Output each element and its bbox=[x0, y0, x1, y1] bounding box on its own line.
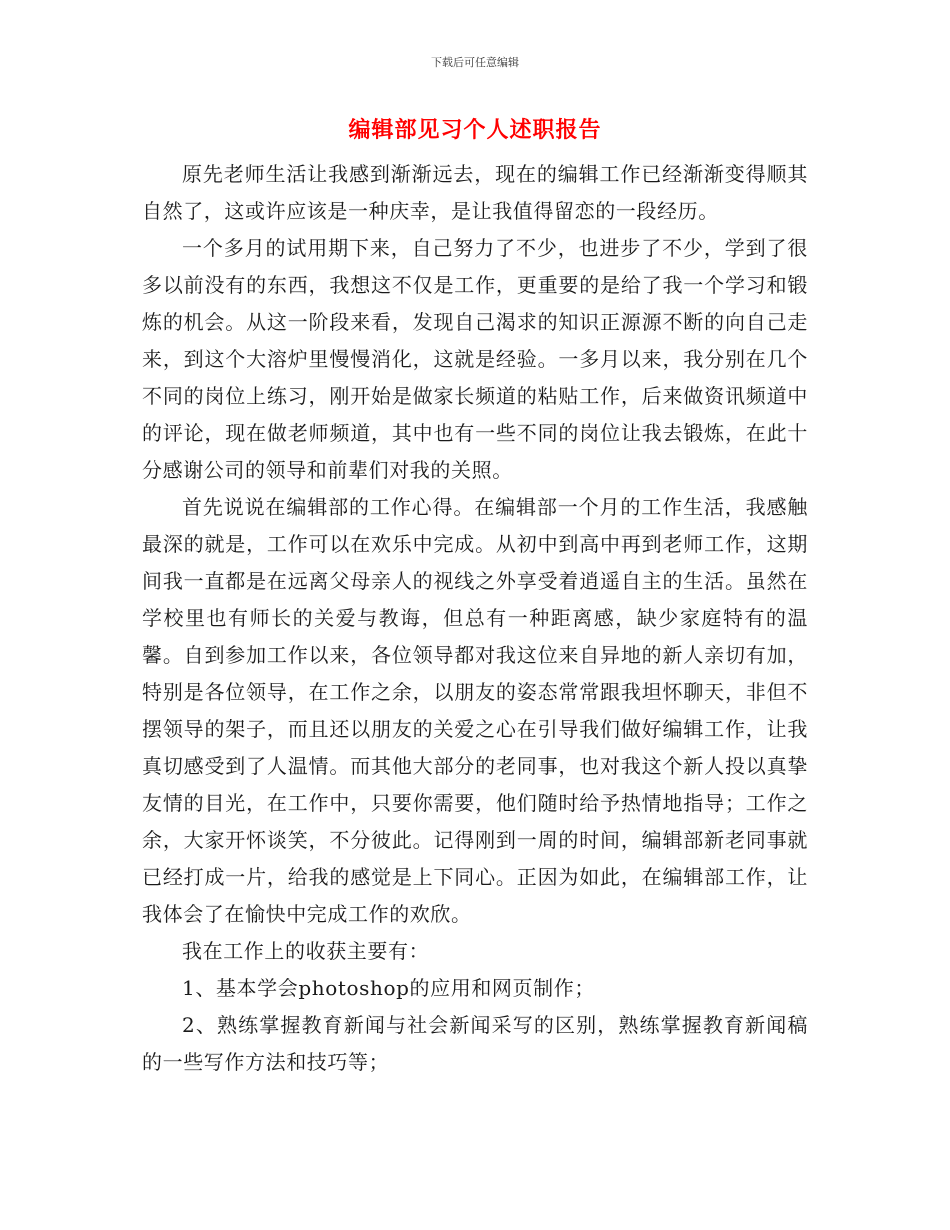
document-title: 编辑部见习个人述职报告 bbox=[348, 117, 602, 143]
paragraph: 我在工作上的收获主要有： bbox=[182, 939, 430, 963]
paragraph: 首先说说在编辑部的工作心得。在编辑部一个月的工作生活，我感触最深的就是，工作可以在欢乐中完成。从初中到高中再到老师工作，这期间我一直都是在远离父母亲人的视线之外享受着逍遥自主的生活。虽然在学校里也有师长的关爱与教诲，但总有一种距离感，缺少家庭特有的温馨。自到参加工作以来，各位领导都对我这位来自异地的新人亲切有加，特别是各位领导，在工作之余，以朋友的姿态常常跟我坦怀聊天，非但不摆领导的架子，而且还以朋友的关爱之心在引导我们做好编辑工作，让我真切感受到了人温情。而其他大部分的老同事，也对我这个新人投以真挚友情的目光，在工作中，只要你需要，他们随时给予热情地指导；工作之余，大家开怀谈笑，不分彼此。记得刚到一周的时间，编辑部新老同事就已经打成一片，给我的感觉是上下同心。正因为如此，在编辑部工作，让我体会了在愉快中完成工作的欢欣。 bbox=[142, 495, 808, 926]
list-item: 1、基本学会photoshop的应用和网页制作； bbox=[182, 976, 595, 1000]
list-item: 2、熟练掌握教育新闻与社会新闻采写的区别，熟练掌握教育新闻稿的一些写作方法和技巧等； bbox=[142, 1013, 808, 1074]
paragraph: 一个多月的试用期下来，自己努力了不少，也进步了不少，学到了很多以前没有的东西，我想这不仅是工作，更重要的是给了我一个学习和锻炼的机会。从这一阶段来看，发现自己渴求的知识正源源不断的向自己走来，到这个大溶炉里慢慢消化，这就是经验。一多月以来，我分别在几个不同的岗位上练习，刚开始是做家长频道的粘贴工作，后来做资讯频道中的评论，现在做老师频道，其中也有一些不同的岗位让我去锻炼，在此十分感谢公司的领导和前辈们对我的关照。 bbox=[142, 236, 808, 482]
page-header-note: 下载后可任意编辑 bbox=[431, 56, 519, 69]
document-body bbox=[142, 156, 808, 1081]
paragraph: 原先老师生活让我感到渐渐远去，现在的编辑工作已经渐渐变得顺其自然了，这或许应该是一种庆幸，是让我值得留恋的一段经历。 bbox=[142, 162, 808, 223]
